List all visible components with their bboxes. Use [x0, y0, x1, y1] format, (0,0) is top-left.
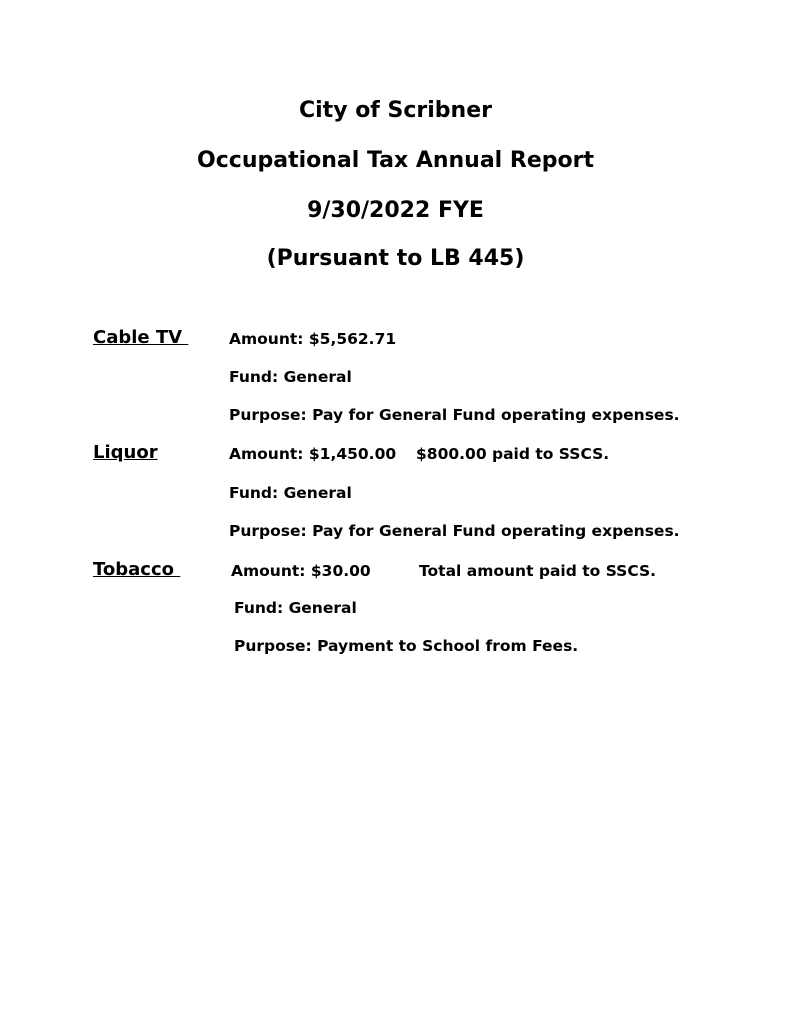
purpose-text: Purpose: Pay for General Fund operating expenses.	[229, 522, 680, 540]
report-legal-reference: (Pursuant to LB 445)	[266, 246, 525, 271]
amount-text: Amount: $1,450.00	[229, 445, 397, 463]
purpose-text: Purpose: Payment to School from Fees.	[234, 637, 579, 655]
report-title: Occupational Tax Annual Report	[197, 148, 594, 173]
report-fiscal-year: 9/30/2022 FYE	[307, 198, 484, 223]
purpose-text: Purpose: Pay for General Fund operating expenses.	[229, 406, 680, 424]
report-city-title: City of Scribner	[298, 98, 492, 123]
fund-text: Fund: General	[229, 484, 352, 502]
amount-text: Amount: $5,562.71	[229, 330, 397, 348]
category-label: Tobacco	[93, 559, 181, 580]
category-label: Liquor	[93, 442, 158, 463]
payment-note: Total amount paid to SSCS.	[419, 562, 657, 580]
payment-note: $800.00 paid to SSCS.	[416, 445, 610, 463]
category-label: Cable TV	[93, 327, 189, 348]
fund-text: Fund: General	[234, 599, 357, 617]
fund-text: Fund: General	[229, 368, 352, 386]
amount-text: Amount: $30.00	[231, 562, 371, 580]
